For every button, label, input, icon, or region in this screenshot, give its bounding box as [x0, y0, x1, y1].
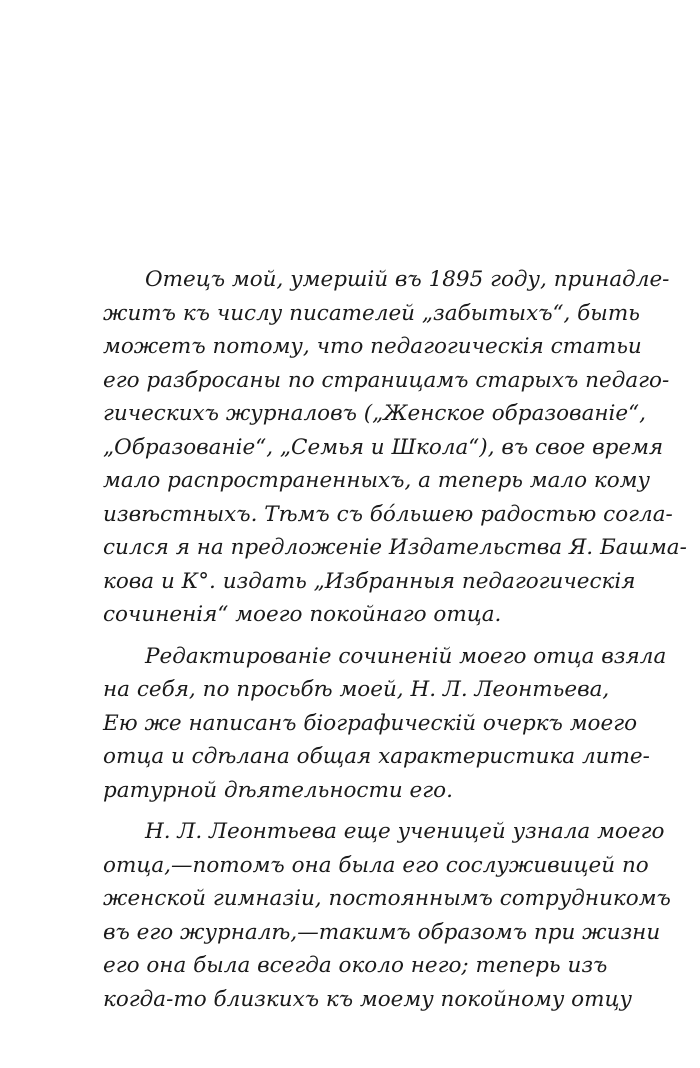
text-line: мало распространенныхъ, а теперь мало кому — [103, 468, 650, 493]
body-text — [103, 263, 687, 1016]
text-line: отца,—потомъ она была его сослуживицей по — [103, 852, 649, 878]
text-line: когда-то близкихъ къ моему покойному отцу — [103, 986, 632, 1012]
text-line: его разбросаны по страницамъ старыхъ педаго- — [103, 367, 670, 393]
text-line: сочиненія“ моего покойнаго отца. — [103, 602, 502, 627]
text-line: можетъ потому, что педагогическія статьи — [103, 334, 642, 359]
text-line: отца и сдѣлана общая характеристика лите- — [103, 744, 650, 769]
text-line: кова и К°. издать „Избранныя педагогическія — [103, 568, 636, 594]
paragraph-2 — [103, 640, 667, 808]
text-line: Отецъ мой, умершій въ 1895 году, принадле- — [145, 267, 670, 292]
paragraph-1 — [103, 263, 687, 632]
text-line: житъ къ числу писателей „забытыхъ“, быть — [103, 300, 640, 326]
text-line: сился я на предложеніе Издательства Я. Башма- — [103, 535, 687, 560]
text-line: Ею же написанъ біографическій очеркъ моего — [103, 710, 638, 736]
text-line: Редактированіе сочиненій моего отца взяла — [145, 643, 667, 669]
text-line: женской гимназіи, постояннымъ сотрудникомъ — [103, 886, 671, 911]
paragraph-3 — [103, 815, 671, 1016]
text-line: гическихъ журналовъ („Женское образованіе“, — [103, 401, 646, 426]
text-line: Н. Л. Леонтьева еще ученицей узнала моего — [145, 819, 665, 844]
text-line: „Образованіе“, „Семья и Школа“), въ свое время — [103, 434, 664, 460]
text-line: въ его журналѣ,—такимъ образомъ при жизни — [103, 919, 661, 945]
text-line: его она была всегда около него; теперь изъ — [103, 953, 608, 978]
text-line: на себя, по просьбѣ моей, Н. Л. Леонтьева, — [103, 677, 610, 702]
text-line: извѣстныхъ. Тѣмъ съ бóльшею радостью согла- — [103, 501, 673, 527]
text-line: ратурной дѣятельности его. — [103, 777, 453, 803]
